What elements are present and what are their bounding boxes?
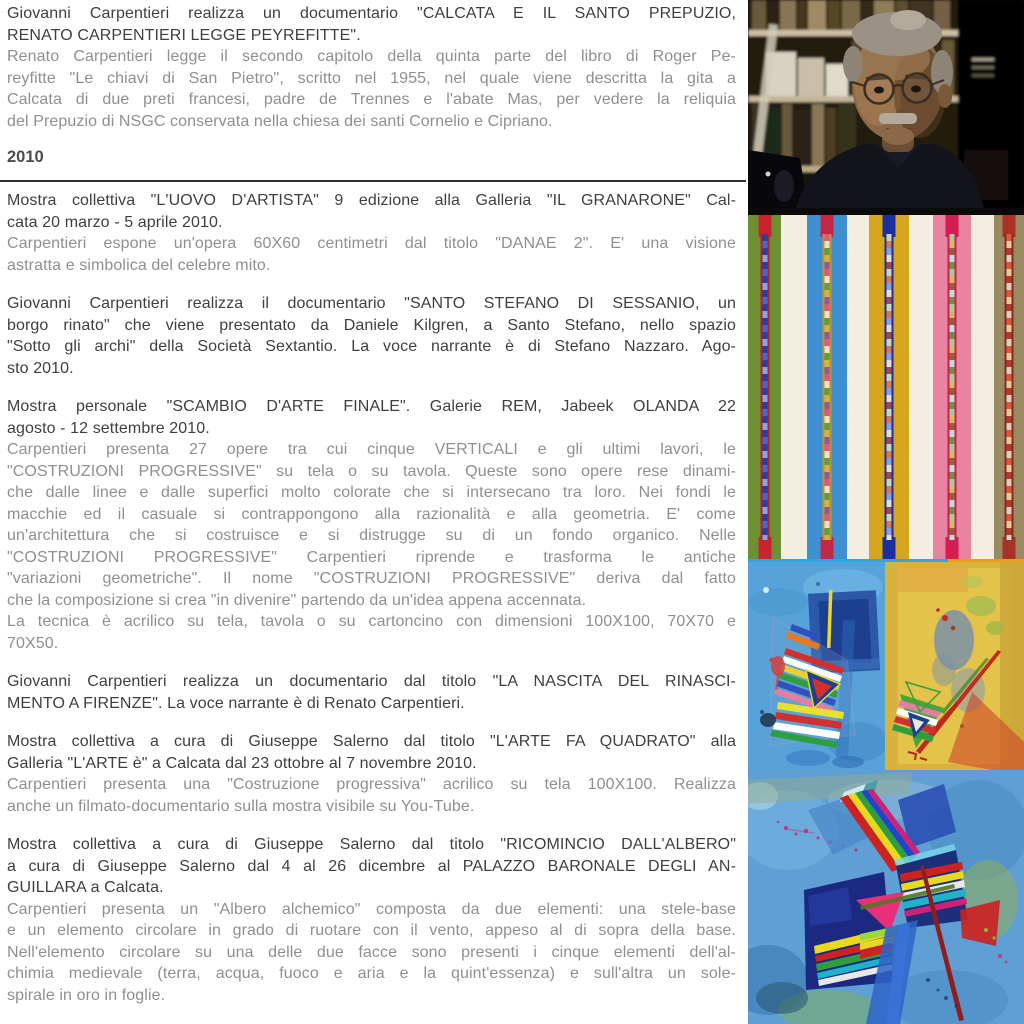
text-line: Mostra collettiva "L'UOVO D'ARTISTA" 9 edizione alla Galleria "IL GRANARONE" Cal- bbox=[7, 192, 736, 209]
text-line: a cura di Giuseppe Salerno dal 4 al 26 dicembre al PALAZZO BARONALE DEGLI AN- bbox=[7, 857, 736, 875]
text-line: Mostra collettiva a cura di Giuseppe Salerno dal titolo "RICOMINCIO DALL'ALBERO" bbox=[7, 836, 736, 853]
text-line: Carpentieri presenta 27 opere tra cui cinque VERTICALI e gli ultimi lavori, le bbox=[7, 441, 736, 458]
text-line: Calcata di due preti francesi, padre de Trennes e l'abate Mas, per vedere la reliquia bbox=[7, 91, 736, 108]
text-line: "variazioni geometriche". Il nome "COSTRUZIONI PROGRESSIVE" deriva dal fatto bbox=[7, 570, 736, 587]
article-text bbox=[7, 3, 736, 1006]
paragraph-block bbox=[7, 293, 736, 379]
verticali-band bbox=[748, 215, 781, 559]
verticali-stick bbox=[885, 234, 894, 540]
text-line: Nell'elemento circolare su una delle due facce sono presenti i cinque elementi dell'al- bbox=[7, 943, 736, 961]
text-line: Renato Carpentieri legge il secondo capitolo della quinta parte del libro di Roger Pe- bbox=[7, 48, 736, 65]
verticali-stick bbox=[760, 234, 769, 540]
text-line: astratta e simbolica del celebre mito. bbox=[7, 256, 271, 274]
verticali-band bbox=[994, 215, 1024, 559]
text-line: cata 20 marzo - 5 aprile 2010. bbox=[7, 213, 223, 231]
text-line: che dalle linee e dalle superfici molto colorate che si intersecano tra loro. Nei fondi le bbox=[7, 484, 736, 501]
text-line: "Sotto gli archi" della Società Sextantio. La voce narrante è di Stefano Nazzaro. Ago- bbox=[7, 338, 736, 355]
text-line: che la composizione si crea "in divenire" partendo da un'idea appena accennata. bbox=[7, 591, 587, 609]
text-line: Carpentieri presenta un "Albero alchemico" composta da due elementi: una stele-base bbox=[7, 900, 736, 918]
artwork-verticali bbox=[748, 208, 1024, 562]
text-line: 70X50. bbox=[7, 634, 59, 652]
text-line: reyfitte "Le chiavi di San Pietro", scritto nel 1955, nel quale viene descritta la gita a bbox=[7, 69, 736, 87]
paragraph-block bbox=[7, 671, 736, 714]
year-heading: 2010 bbox=[7, 148, 44, 166]
text-line: del Prepuzio di NSGC conservata nella chiesa dei santi Cornelio e Cipriano. bbox=[7, 112, 553, 130]
blue-composition-illustration bbox=[748, 770, 1024, 1024]
text-line: macchie ed il casuale si contrappongono alla razionalità e alla geometria. E' come bbox=[7, 505, 736, 523]
text-line: RENATO CARPENTIERI LEGGE PEYREFITTE". bbox=[7, 26, 361, 44]
paragraph-block bbox=[7, 3, 736, 132]
portrait-illustration bbox=[748, 0, 1024, 208]
text-line: borgo rinato" che viene presentato da Daniele Kilgren, a Santo Stefano, nello spazio bbox=[7, 316, 736, 334]
verticali-stick bbox=[1005, 234, 1014, 540]
text-line: Carpentieri presenta una "Costruzione progressiva" acrilico su tela 100X100. Realizza bbox=[7, 776, 736, 793]
artwork-blue-composition bbox=[748, 770, 1024, 1024]
text-line: agosto - 12 settembre 2010. bbox=[7, 419, 210, 437]
verticali-stick bbox=[823, 234, 832, 540]
text-line: chimia medievale (terra, acqua, fuoco e aria e la quint'essenza) e sull'altra un sole- bbox=[7, 965, 736, 982]
verticali-cap bbox=[821, 537, 834, 559]
verticali-cap bbox=[946, 537, 959, 559]
text-line: Giovanni Carpentieri realizza un documentario dal titolo "LA NASCITA DEL RINASCI- bbox=[7, 673, 736, 690]
text-line: Giovanni Carpentieri realizza un documentario "CALCATA E IL SANTO PREPUZIO, bbox=[7, 5, 736, 22]
text-line: Carpentieri espone un'opera 60X60 centimetri dal titolo "DANAE 2". E' una visione bbox=[7, 235, 736, 252]
verticali-band bbox=[807, 215, 847, 559]
text-line: Giovanni Carpentieri realizza il documentario "SANTO STEFANO DI SESSANIO, un bbox=[7, 295, 736, 312]
text-line: GUILLARA a Calcata. bbox=[7, 879, 164, 896]
verticali-top-strip bbox=[748, 208, 1024, 215]
verticali-stick bbox=[948, 234, 957, 540]
artwork-verticali-bands bbox=[748, 215, 1024, 559]
text-line: "COSTRUZIONI PROGRESSIVE" Carpentieri riprende e trasforma le antiche bbox=[7, 548, 736, 566]
text-line: spirale in oro in foglie. bbox=[7, 986, 166, 1004]
text-line: Mostra collettiva a cura di Giuseppe Salerno dal titolo "L'ARTE FA QUADRATO" alla bbox=[7, 733, 736, 750]
documentary-still-photo bbox=[748, 0, 1024, 208]
text-line: Galleria "L'ARTE è" a Calcata dal 23 ottobre al 7 novembre 2010. bbox=[7, 754, 477, 772]
text-line: "COSTRUZIONI PROGRESSIVE" su tela o su tavola. Queste sono opere rese dinami- bbox=[7, 462, 736, 480]
paragraph-block bbox=[7, 731, 736, 817]
text-line: MENTO A FIRENZE". La voce narrante è di Renato Carpentieri. bbox=[7, 694, 465, 712]
text-line: Mostra personale "SCAMBIO D'ARTE FINALE". Galerie REM, Jabeek OLANDA 22 bbox=[7, 398, 736, 415]
text-line: anche un filmato-documentario sulla mostra visibile su You-Tube. bbox=[7, 797, 475, 815]
paragraph-block bbox=[7, 190, 736, 276]
text-line: e un elemento circolare in grado di ruotare con il vento, appeso al di sopra della base. bbox=[7, 922, 736, 939]
section-divider bbox=[0, 180, 746, 182]
text-line: un'architettura che si costruisce e si distrugge su di un fondo organico. Nelle bbox=[7, 527, 736, 544]
artwork-diptych bbox=[748, 562, 1024, 770]
paragraph-block bbox=[7, 834, 736, 1006]
paragraph-block bbox=[7, 396, 736, 654]
verticali-cap bbox=[883, 537, 896, 559]
verticali-band bbox=[869, 215, 909, 559]
verticali-cap bbox=[758, 537, 771, 559]
text-line: La tecnica è acrilico su tela, tavola o su cartoncino con dimensioni 100X100, 70X70 e bbox=[7, 613, 736, 630]
text-line: sto 2010. bbox=[7, 359, 74, 377]
verticali-band bbox=[933, 215, 971, 559]
verticali-cap bbox=[1003, 537, 1016, 559]
diptych-illustration bbox=[748, 562, 1024, 770]
